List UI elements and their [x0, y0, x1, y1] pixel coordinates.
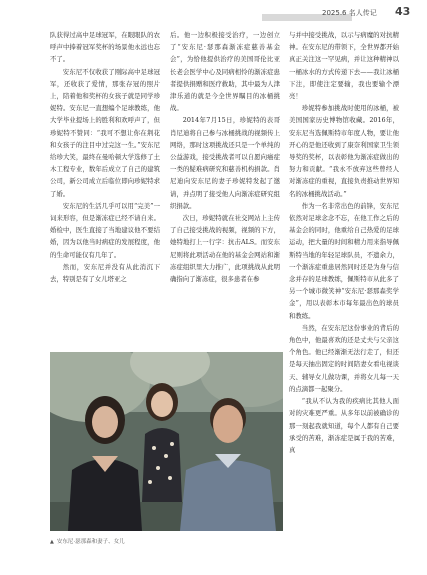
header-issue-line [322, 8, 377, 18]
paragraph: “我从不认为我的疾病比其他人面对的灾难更严重。从多年以前被确诊的那一刻起我就知道，每个人都有自己要承受的苦难，渐冻症是属于我的苦难，真 [289, 397, 399, 454]
paragraph: 队获得过高中足球冠军，在眼眼队的农呼声中捧着冠军奖杯的场景他永远也忘不了。 [50, 31, 160, 64]
paragraph: 安东尼不仅收获了刚际高中足球冠军，还收获了爱情，那张存冠的照片上，陪着他和奖杯的女孩子就是同学珍妮特。安东尼一直想编个足球教练，他大学毕业提场上的胜利和欢呼声了，但珍妮特不赞同：“我可不想让你在荆花和女孩子的注目中过完这一生。”安东尼给珍大笑，最终在曼哈顿大学选修了土木工程专业，数年后成立了自己的建筑公司，新公司成立后临位即向珍妮特求了婚。 [50, 67, 160, 198]
caption-text: 安东尼·瑟那森和妻子、女儿 [56, 539, 125, 545]
page-number: 43 [395, 5, 411, 18]
magazine-name: 名人传记 [348, 9, 377, 17]
family-photo [50, 352, 283, 531]
paragraph: 作为一名非常出色的前锋，安东尼依然对足球念念不忘，在他工作之后的基金会的同时，他重给自己热爱的足球运动，把大量的时间和精力用来指导佩斯特当地的年轻足球队员，不遗余力，一个渐冻症重患居然同时还是为身与信念并存的足球教练，佩斯特市从此多了另一个城市微笑神“安东尼·瑟那森奖学金”，用以表彰本市每年最出色的球员和教练。 [289, 201, 399, 320]
issue-number: 2025.6 [322, 9, 347, 17]
text-column-1 [50, 29, 160, 339]
text-column-2 [170, 29, 280, 339]
paragraph: 然而，安东尼并没有从此消沉下去，特别是有了女儿塔亚之 [50, 262, 160, 284]
paragraph: 当然，在安东尼这份事业的背后的角色中，他最喜欢的还是丈夫与父亲这个角色。他已经渐渐无法行走了，但还是每天抽出固定的时间陪妻女看电视谈天、辅导女儿做功课，并将女儿每一天的点滴都一起聚分。 [289, 323, 399, 393]
paragraph: 次日，珍妮特就在社交网站上主传了自己接受挑战的视频，视频的下方，她特地打上一行字：抗击ALS。而安东尼则将此项活动在他的基金会网站和渐冻症组织里大力推广，此项挑战从此明确指向了渐冻症，很多患者在参 [170, 214, 280, 284]
paragraph: 与并中接受挑战，以示与病魔的对抗精神。在安东尼的带领下，全世界都开始真正关注这一罕见病，并让这种精神以一桶冰水的方式传递下去——我让冰桶下注，即使注定要输，我也要输个漂亮！ [289, 31, 399, 101]
text-column-3 [289, 29, 399, 549]
page-header [0, 0, 427, 26]
photo-caption [50, 537, 125, 545]
paragraph: 后。他一边积极接受治疗，一边创立了“安东尼·瑟那森渐冻症慈善基金会”，为恰他提供治疗的美国哥伦比亚长老会医学中心及同病相怜的渐冻症患者提供捐赠和医疗救助，其中最为人津津乐道的就是今全世界瞩目的冰桶挑战。 [170, 31, 280, 113]
family-photo-image [50, 352, 283, 531]
paragraph: 安东尼的生活几乎可以用“完美”一词来形容，但是渐冻症已经不请自来。婚检中，医生直接了当地建议他不要结婚，因为以他当时病症的发展程度，他的生命可能仅有几年了。 [50, 201, 160, 259]
paragraph: 2014年7月15日，珍妮特的表哥肖尼迪将自己参与冰桶挑战的视频传上网络，那时这项挑战还只是一个单纯的公益游戏，接受挑战者可以自愿向癌症一类的疑难病研究和慈善机构捐款。肖尼迪向安东尼的妻子珍妮特发起了邀请，并点明了接受他人向渐冻症研究组织捐款。 [170, 116, 280, 210]
caption-marker-icon: ▲ [50, 539, 54, 545]
paragraph: 珍妮特参加挑战时使用的冰桶，被美国国家历史博物馆收藏。2016年，安东尼当选佩斯特市年度人物，要让他开心的是他还收到了康奈利国家卫生领导奖的奖杯，以表彰他为渐冻症做出的努力和贡献。“我永不放弃这些曾经人对渐冻症的重视，直接负责推动世界知名的冰桶挑战活动。” [289, 104, 399, 198]
